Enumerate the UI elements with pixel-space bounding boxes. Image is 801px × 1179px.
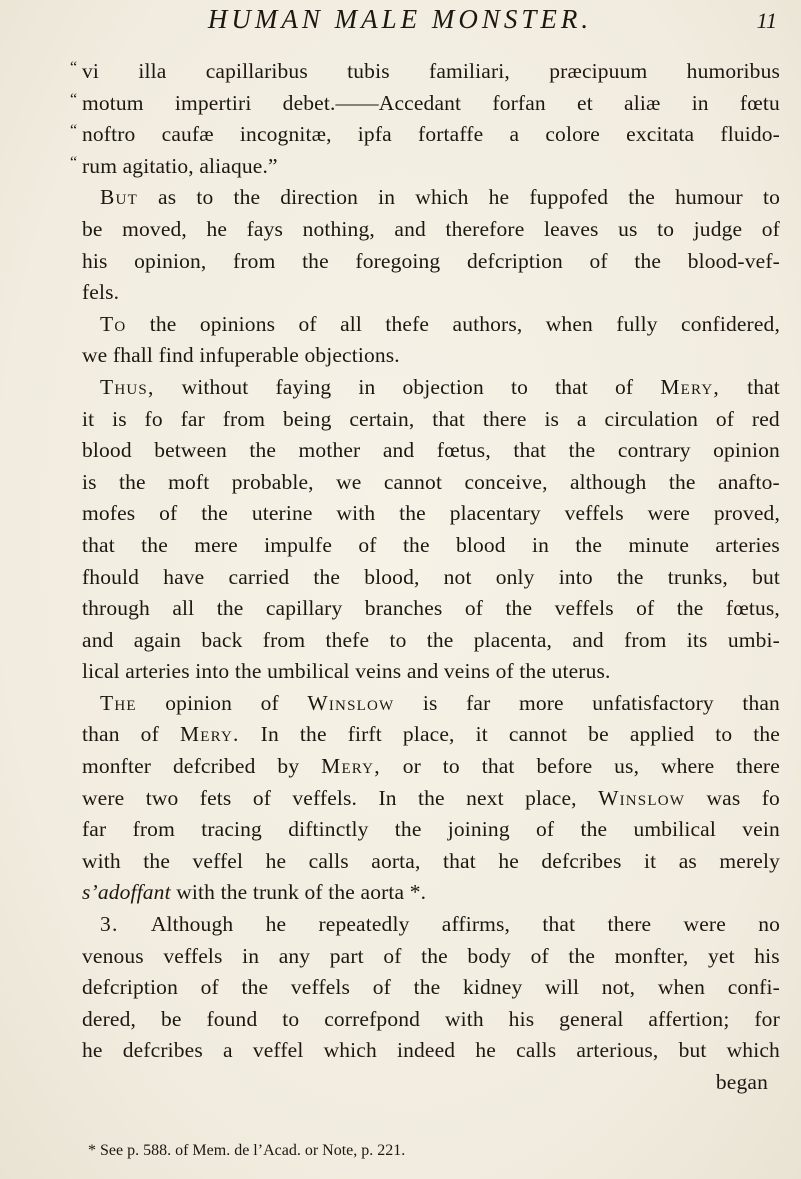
line-text: noftro caufæ incognitæ, ipfa fortaffe a colore excitata fluido- (82, 122, 780, 147)
line-text: through all the capillary branches of the veffels of the fœtus, (82, 596, 780, 621)
text-line (82, 877, 780, 909)
line-text: were two fets of veffels. In the next place, Winslow was fo (82, 785, 780, 810)
line-text: than of Mery. In the firft place, it cannot be applied to the (82, 722, 780, 747)
text-line (82, 309, 780, 341)
text-line (82, 656, 780, 688)
body-text (70, 56, 780, 1099)
quote-mark: “ (70, 153, 78, 171)
line-text: we fhall find infuperable objections. (82, 343, 400, 368)
text-line (82, 846, 780, 878)
line-text: be moved, he fays nothing, and therefore leaves us to judge of (82, 216, 780, 241)
line-text: But as to the direction in which he fuppofed the humour to (100, 185, 780, 210)
text-line (82, 1035, 780, 1067)
line-text: that the mere impulfe of the blood in the minute arteries (82, 532, 780, 557)
catchword-text: began (715, 1070, 768, 1094)
line-text: dered, be found to correfpond with his general affertion; for (82, 1006, 780, 1031)
line-text: venous veffels in any part of the body of the monfter, yet his (82, 943, 780, 968)
text-line (82, 909, 780, 941)
quote-mark: “ (70, 59, 78, 76)
line-text: rum agitatio, aliaque.” (82, 153, 278, 178)
line-text: his opinion, from the foregoing defcription of the blood-vef- (82, 248, 780, 273)
line-text: fels. (82, 280, 120, 305)
text-line (70, 151, 780, 183)
text-line (82, 182, 780, 214)
text-line (82, 562, 780, 594)
line-text: with the veffel he calls aorta, that he defcribes it as merely (82, 848, 780, 873)
text-line (82, 972, 780, 1004)
page-header (0, 4, 801, 44)
page-number: 11 (756, 8, 777, 33)
line-text: Thus, without faying in objection to that of Mery, that (100, 374, 780, 399)
line-text: To the opinions of all thefe authors, when fully confidered, (100, 311, 780, 336)
text-line (82, 593, 780, 625)
text-line (82, 467, 780, 499)
line-text: blood between the mother and fœtus, that the contrary opinion (82, 438, 780, 463)
line-text: vi illa capillaribus tubis familiari, præcipuum humoribus (82, 59, 780, 83)
text-line (82, 530, 780, 562)
line-text: The opinion of Winslow is far more unfatisfactory than (100, 690, 780, 715)
footnote: * See p. 588. of Mem. de l’Acad. or Note, p. 221. (88, 1142, 406, 1159)
line-text: far from tracing diftinctly the joining of the umbilical vein (82, 817, 780, 842)
text-line (82, 404, 780, 436)
quote-mark: “ (70, 122, 78, 140)
line-text: is the moft probable, we cannot conceive, although the anafto- (82, 469, 780, 494)
running-head: HUMAN MALE MONSTER. (207, 4, 593, 34)
line-text: lical arteries into the umbilical veins and veins of the uterus. (82, 659, 611, 684)
text-line (82, 783, 780, 815)
line-text: it is fo far from being certain, that there is a circulation of red (82, 406, 780, 431)
text-line (70, 56, 780, 88)
quote-mark: “ (70, 90, 78, 108)
line-text: monfter defcribed by Mery, or to that before us, where there (82, 754, 780, 779)
text-line (82, 625, 780, 657)
line-text: fhould have carried the blood, not only into the trunks, but (82, 564, 780, 589)
text-line (82, 372, 780, 404)
text-line (82, 277, 780, 309)
line-text: he defcribes a veffel which indeed he calls arterious, but which (82, 1038, 780, 1063)
line-text: 3. Although he repeatedly affirms, that there were no (100, 912, 780, 937)
text-line (70, 119, 780, 151)
text-line (70, 88, 780, 120)
line-text: motum impertiri debet.——Accedant forfan et aliæ in fœtu (82, 90, 780, 115)
text-line (82, 814, 780, 846)
text-line (82, 246, 780, 278)
line-text: defcription of the veffels of the kidney will not, when confi- (82, 975, 780, 1000)
line-text: mofes of the uterine with the placentary veffels were proved, (82, 501, 780, 526)
text-line (82, 941, 780, 973)
line-text: and again back from thefe to the placenta, and from its umbi- (82, 627, 780, 652)
text-line (82, 214, 780, 246)
text-line (82, 719, 780, 751)
line-text: s’adoffant with the trunk of the aorta *. (82, 880, 427, 905)
text-line (82, 340, 780, 372)
text-line (82, 1004, 780, 1036)
text-line (82, 688, 780, 720)
text-line (82, 435, 780, 467)
text-line (82, 498, 780, 530)
text-line (82, 751, 780, 783)
catchword (82, 1067, 780, 1099)
